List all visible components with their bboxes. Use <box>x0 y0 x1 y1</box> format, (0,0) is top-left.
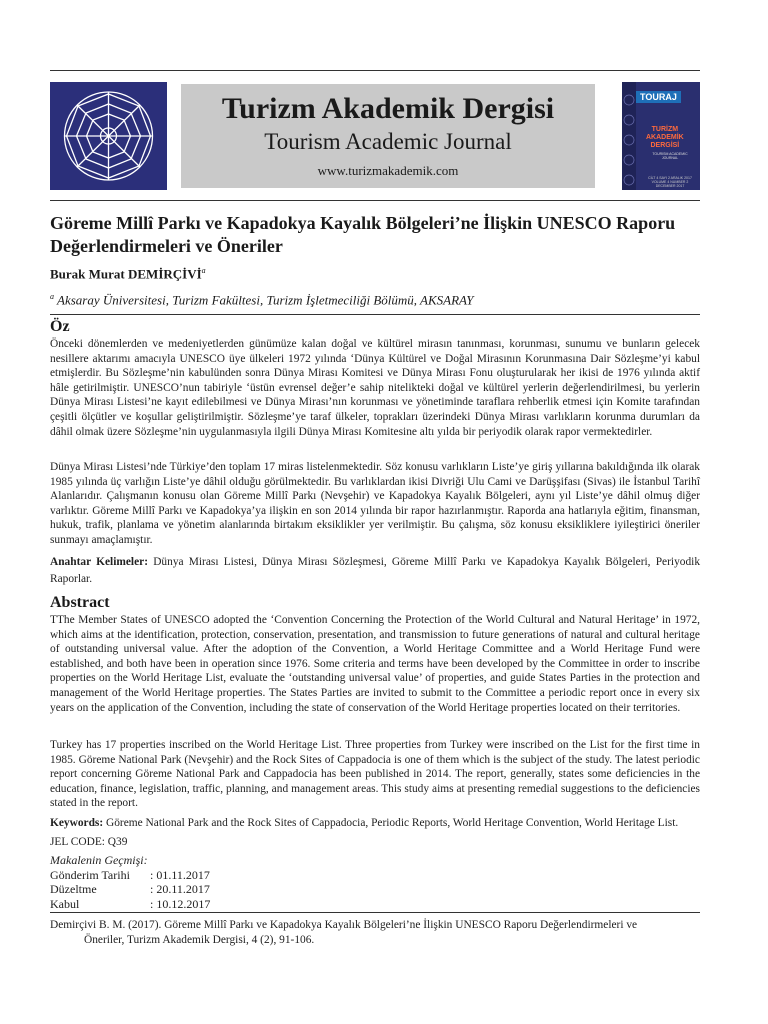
author-name: Burak Murat DEMİRÇİVİ$^a$ <box>50 266 206 282</box>
oz-keywords: Anahtar Kelimeler: Dünya Mirası Listesi, Dünya Mirası Sözleşmesi, Göreme Millî Parkı ve Kapadokya Kayalık Bölgeleri, Periyodik Raporlar. <box>50 556 701 585</box>
divider <box>50 314 700 315</box>
journal-title-tr: Turizm Akademik Dergisi <box>221 92 555 125</box>
oz-paragraph-2: Dünya Mirası Listesi’nde Türkiye’den toplam 17 miras listelenmektedir. Söz konusu varlıkların Liste’ye giriş yıllarına bakıldığında ilk olarak 1985 yılında üç varlığın Liste’ye dâhil olduğu görülmektedir. Bu varlıklardan ikisi Divriği Ulu Cami ve Darüşşifası (Sivas) ile İstanbul Tarihî Alanlarıdır. Çalışmanın konusu olan Göreme Millî Parkı (Nevşehir) ve Kapadokya Kayalık Bölgeleri, aynı yıl Liste’ye dâhil olmuş diğer varlıktır. Göreme Millî Parkı ve Kapadokya’ya ilişkin en son 2014 yılında bir rapor hazırlanmıştır. Raporda ana hatlarıyla eğitim, finansman, hukuk, trafik, planlama ve yönetim alanlarında birtakım eksiklikler yer verilmiştir. Bu çalışma, söz konusu eksikliklere iyileştirici öneriler sunmayı amaçlamıştır. <box>50 461 700 546</box>
article-title: Göreme Millî Parkı ve Kapadokya Kayalık Bölgeleri’ne İlişkin UNESCO Raporu Değerlendirmeleri ve Öneriler <box>50 213 676 256</box>
abstract-paragraph-1: TThe Member States of UNESCO adopted the ‘Convention Concerning the Protection of the World Cultural and Natural Heritage’ in 1972, which aims at the identification, protection, conservation, presentation, and transmission to future generations of natural and cultural heritage of outstanding universal value. After the adoption of the Convention, a World Heritage Committee and a World Heritage Fund were established, and both have been in operation since 1976. Some criteria and terms have been developed by the Committee in order to inscribe properties on the World Heritage List, evaluate the ‘outstanding universal value’ of properties, and guide States Parties in the protection and management of the World Heritage properties. The States Parties are invited to submit to the Committee a periodic report once in every six years on the application of the Convention, including the state of conservation of the World Heritage properties located on their territories. <box>50 614 700 714</box>
abstract-keywords: Keywords: Göreme National Park and the Rock Sites of Cappadocia, Periodic Reports, World Heritage Convention, World Heritage List. <box>50 817 679 829</box>
journal-url[interactable]: www.turizmakademik.com <box>317 163 459 178</box>
history-heading: Makalenin Geçmişi: <box>50 853 148 867</box>
journal-header <box>50 82 700 190</box>
history-row: Kabul : 10.12.2017 <box>50 896 211 911</box>
jel-code: JEL CODE: Q39 <box>50 836 128 848</box>
author-affiliation: $^a$ Aksaray Üniversitesi, Turizm Fakültesi, Turizm İşletmeciliği Bölümü, AKSARAY <box>50 292 474 308</box>
cover-footer: CİLT 4 SAYI 2 ARALIK 2017 VOLUME 4 NUMBER 2 DECEMBER 2017 <box>648 176 692 188</box>
citation-line-2: Öneriler, Turizm Akademik Dergisi, 4 (2), 91-106. <box>84 933 315 946</box>
citation-line-1: Demirçivi B. M. (2017). Göreme Millî Parkı ve Kapadokya Kayalık Bölgeleri’ne İlişkin UNESCO Raporu Değerlendirmeleri ve <box>50 919 638 931</box>
cover-brand: TOURAJ <box>636 91 681 103</box>
cover-title: TURİZM AKADEMİK DERGİSİ <box>646 126 684 149</box>
divider <box>50 200 700 201</box>
history-row: Düzeltme : 20.11.2017 <box>50 882 210 896</box>
journal-title-en: Tourism Academic Journal <box>264 129 512 154</box>
oz-heading: Öz <box>50 318 70 335</box>
cover-subtitle: TOURISM ACADEMIC JOURNAL <box>652 152 688 160</box>
abstract-paragraph-2: Turkey has 17 properties inscribed on the World Heritage List. Three properties from Turkey were inscribed on the List for the first time in 1985. Göreme National Park (Nevşehir) and the Rock Sites of Cappadocia is one of them which is the subject of the study. The latest periodic report concerning Göreme National Park and Cappadocia has been published in 2014. The report, generally, states some deficiencies in the education, finance, legislation, traffic, planning, and management areas. This study aims at presenting remedial suggestions to the deficiencies stated in the report. <box>50 739 700 810</box>
journal-banner <box>181 84 595 188</box>
journal-cover-image <box>622 82 700 190</box>
top-rule <box>50 70 700 71</box>
history-row: Gönderim Tarihi : 01.11.2017 <box>50 867 210 882</box>
oz-paragraph-1: Önceki dönemlerden ve medeniyetlerden günümüze kalan doğal ve kültürel mirasın tanınması, korunması, sunumu ve bunların gelecek nesillere aktarımı amacıyla UNESCO üye ülkeleri 1972 yılında ‘Dünya Kültürel ve Doğal Mirasının Korunmasına Dair Sözleşme’yi kabul etmişlerdir. Bu Sözleşme’nin kabulünden sonra Dünya Mirası Komitesi ve Dünya Mirası Fonu oluşturularak her ikisi de 1976 yılında aktif hâle getirilmiştir. UNESCO’nun tabiriyle ‘üstün evrensel değer’e sahip nitelikteki doğal ve kültürel yerlerin değerlendirilmesi, bu yerlerin Dünya Mirası Listesi’ne kayıt edilebilmesi ve Dünya Mirası’nın korunması ve yönetiminde taraflara rehberlik etmesi için Komite tarafından çeşitli ölçütler ve koşullar geliştirilmiştir. Sözleşme’ye taraf ülkeler, toprakları üzerindeki Dünya Mirası varlıkların korunma durumları da dâhil olmak üzere Sözleşme’nin uygulanmasıyla ilgili Dünya Mirası Komitesine altı yılda bir periyodik olarak rapor vermektedirler. <box>50 338 700 438</box>
abstract-heading: Abstract <box>50 594 110 611</box>
divider <box>50 912 700 913</box>
citation <box>50 918 700 947</box>
article-history <box>50 853 210 911</box>
journal-logo <box>50 82 167 190</box>
